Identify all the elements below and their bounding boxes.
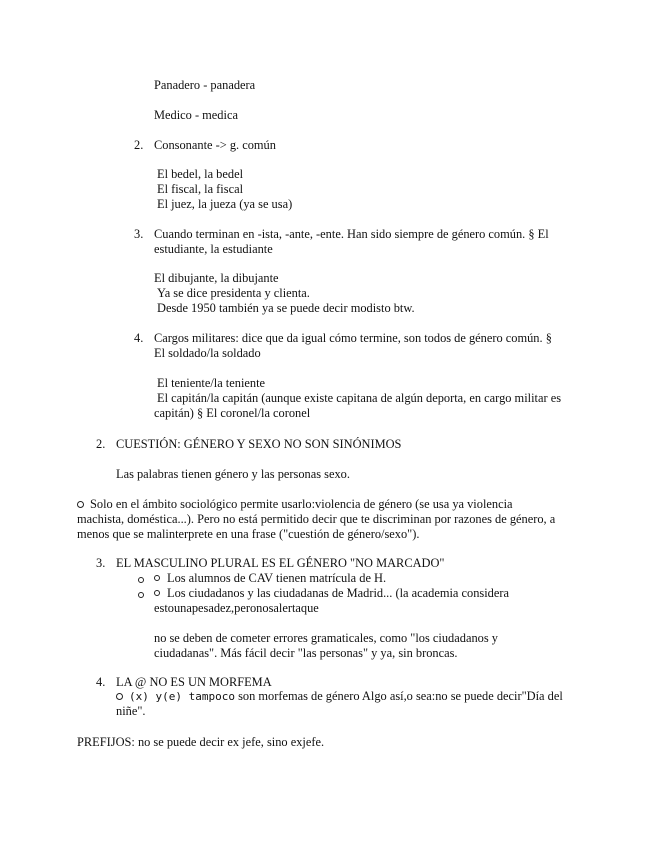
list-number: 3.: [134, 227, 144, 241]
text-line: Solo en el ámbito sociológico permite usarlo:violencia de género (se usa ya violencia: [90, 497, 513, 511]
text-line: PREFIJOS: no se puede decir ex jefe, sino exjefe.: [77, 735, 325, 749]
circle-bullet-icon: [154, 575, 160, 581]
circle-bullet-icon: [116, 693, 123, 700]
circle-bullet-icon: [138, 592, 144, 598]
list-number: 2.: [134, 138, 144, 152]
section-heading: LA @ NO ES UN MORFEMA: [116, 675, 272, 689]
list-item-text: Cuando terminan en -ista, -ante, -ente. Han sido siempre de género común. § El: [154, 227, 549, 241]
text-line: ciudadanas". Más fácil decir "las personas" y ya, sin broncas.: [154, 646, 458, 660]
text-line: capitán) § El coronel/la coronel: [154, 406, 311, 420]
text-line: Panadero - panadera: [154, 78, 256, 92]
text-line: niñe".: [116, 704, 146, 718]
list-item-text: Consonante -> g. común: [154, 138, 276, 152]
text-line: son morfemas de género Algo así,o sea:no se puede decir"Día del: [234, 689, 563, 703]
text-line: El dibujante, la dibujante: [154, 271, 279, 285]
bullet-paragraph: [116, 689, 563, 704]
list-item-text: El soldado/la soldado: [154, 346, 261, 360]
list-number: 4.: [134, 331, 144, 345]
text-line: El juez, la jueza (ya se usa): [157, 197, 293, 211]
text-line: Desde 1950 también ya se puede decir modisto btw.: [157, 301, 415, 315]
list-item-text: Cargos militares: dice que da igual cómo termine, son todos de género común. §: [154, 331, 552, 345]
text-line: Medico - medica: [154, 108, 238, 122]
circle-bullet-icon: [154, 590, 160, 596]
text-line: no se deben de cometer errores gramaticales, como "los ciudadanos y: [154, 631, 498, 645]
text-line: machista, doméstica...). Pero no está permitido decir que te discriminan por razones de género, a: [77, 512, 556, 526]
section-heading: EL MASCULINO PLURAL ES EL GÉNERO "NO MARCADO": [116, 556, 445, 570]
text-line: Ya se dice presidenta y clienta.: [157, 286, 310, 300]
code-text: (x) y(e) tampoco: [129, 690, 235, 703]
list-item-text: Los ciudadanos y las ciudadanas de Madrid... (la academia considera: [167, 586, 509, 600]
text-line: El capitán/la capitán (aunque existe capitana de algún deporta, en cargo militar es: [157, 391, 562, 405]
text-line: El teniente/la teniente: [157, 376, 266, 390]
list-item-text: Los alumnos de CAV tienen matrícula de H.: [167, 571, 387, 585]
circle-bullet-icon: [138, 577, 144, 583]
bullet-paragraph: [77, 497, 513, 512]
list-item-text: estudiante, la estudiante: [154, 242, 273, 256]
heading-number: 4.: [96, 675, 106, 689]
text-line: Las palabras tienen género y las personas sexo.: [116, 467, 350, 481]
circle-bullet-icon: [77, 501, 84, 508]
text-line: El fiscal, la fiscal: [157, 182, 244, 196]
heading-number: 3.: [96, 556, 106, 570]
heading-number: 2.: [96, 437, 106, 451]
list-item-text: estounapesadez,peronosalertaque: [154, 601, 319, 615]
section-heading: CUESTIÓN: GÉNERO Y SEXO NO SON SINÓNIMOS: [116, 437, 402, 451]
text-line: menos que se malinterprete en una frase ("cuestión de género/sexo").: [77, 527, 420, 541]
text-line: El bedel, la bedel: [157, 167, 244, 181]
